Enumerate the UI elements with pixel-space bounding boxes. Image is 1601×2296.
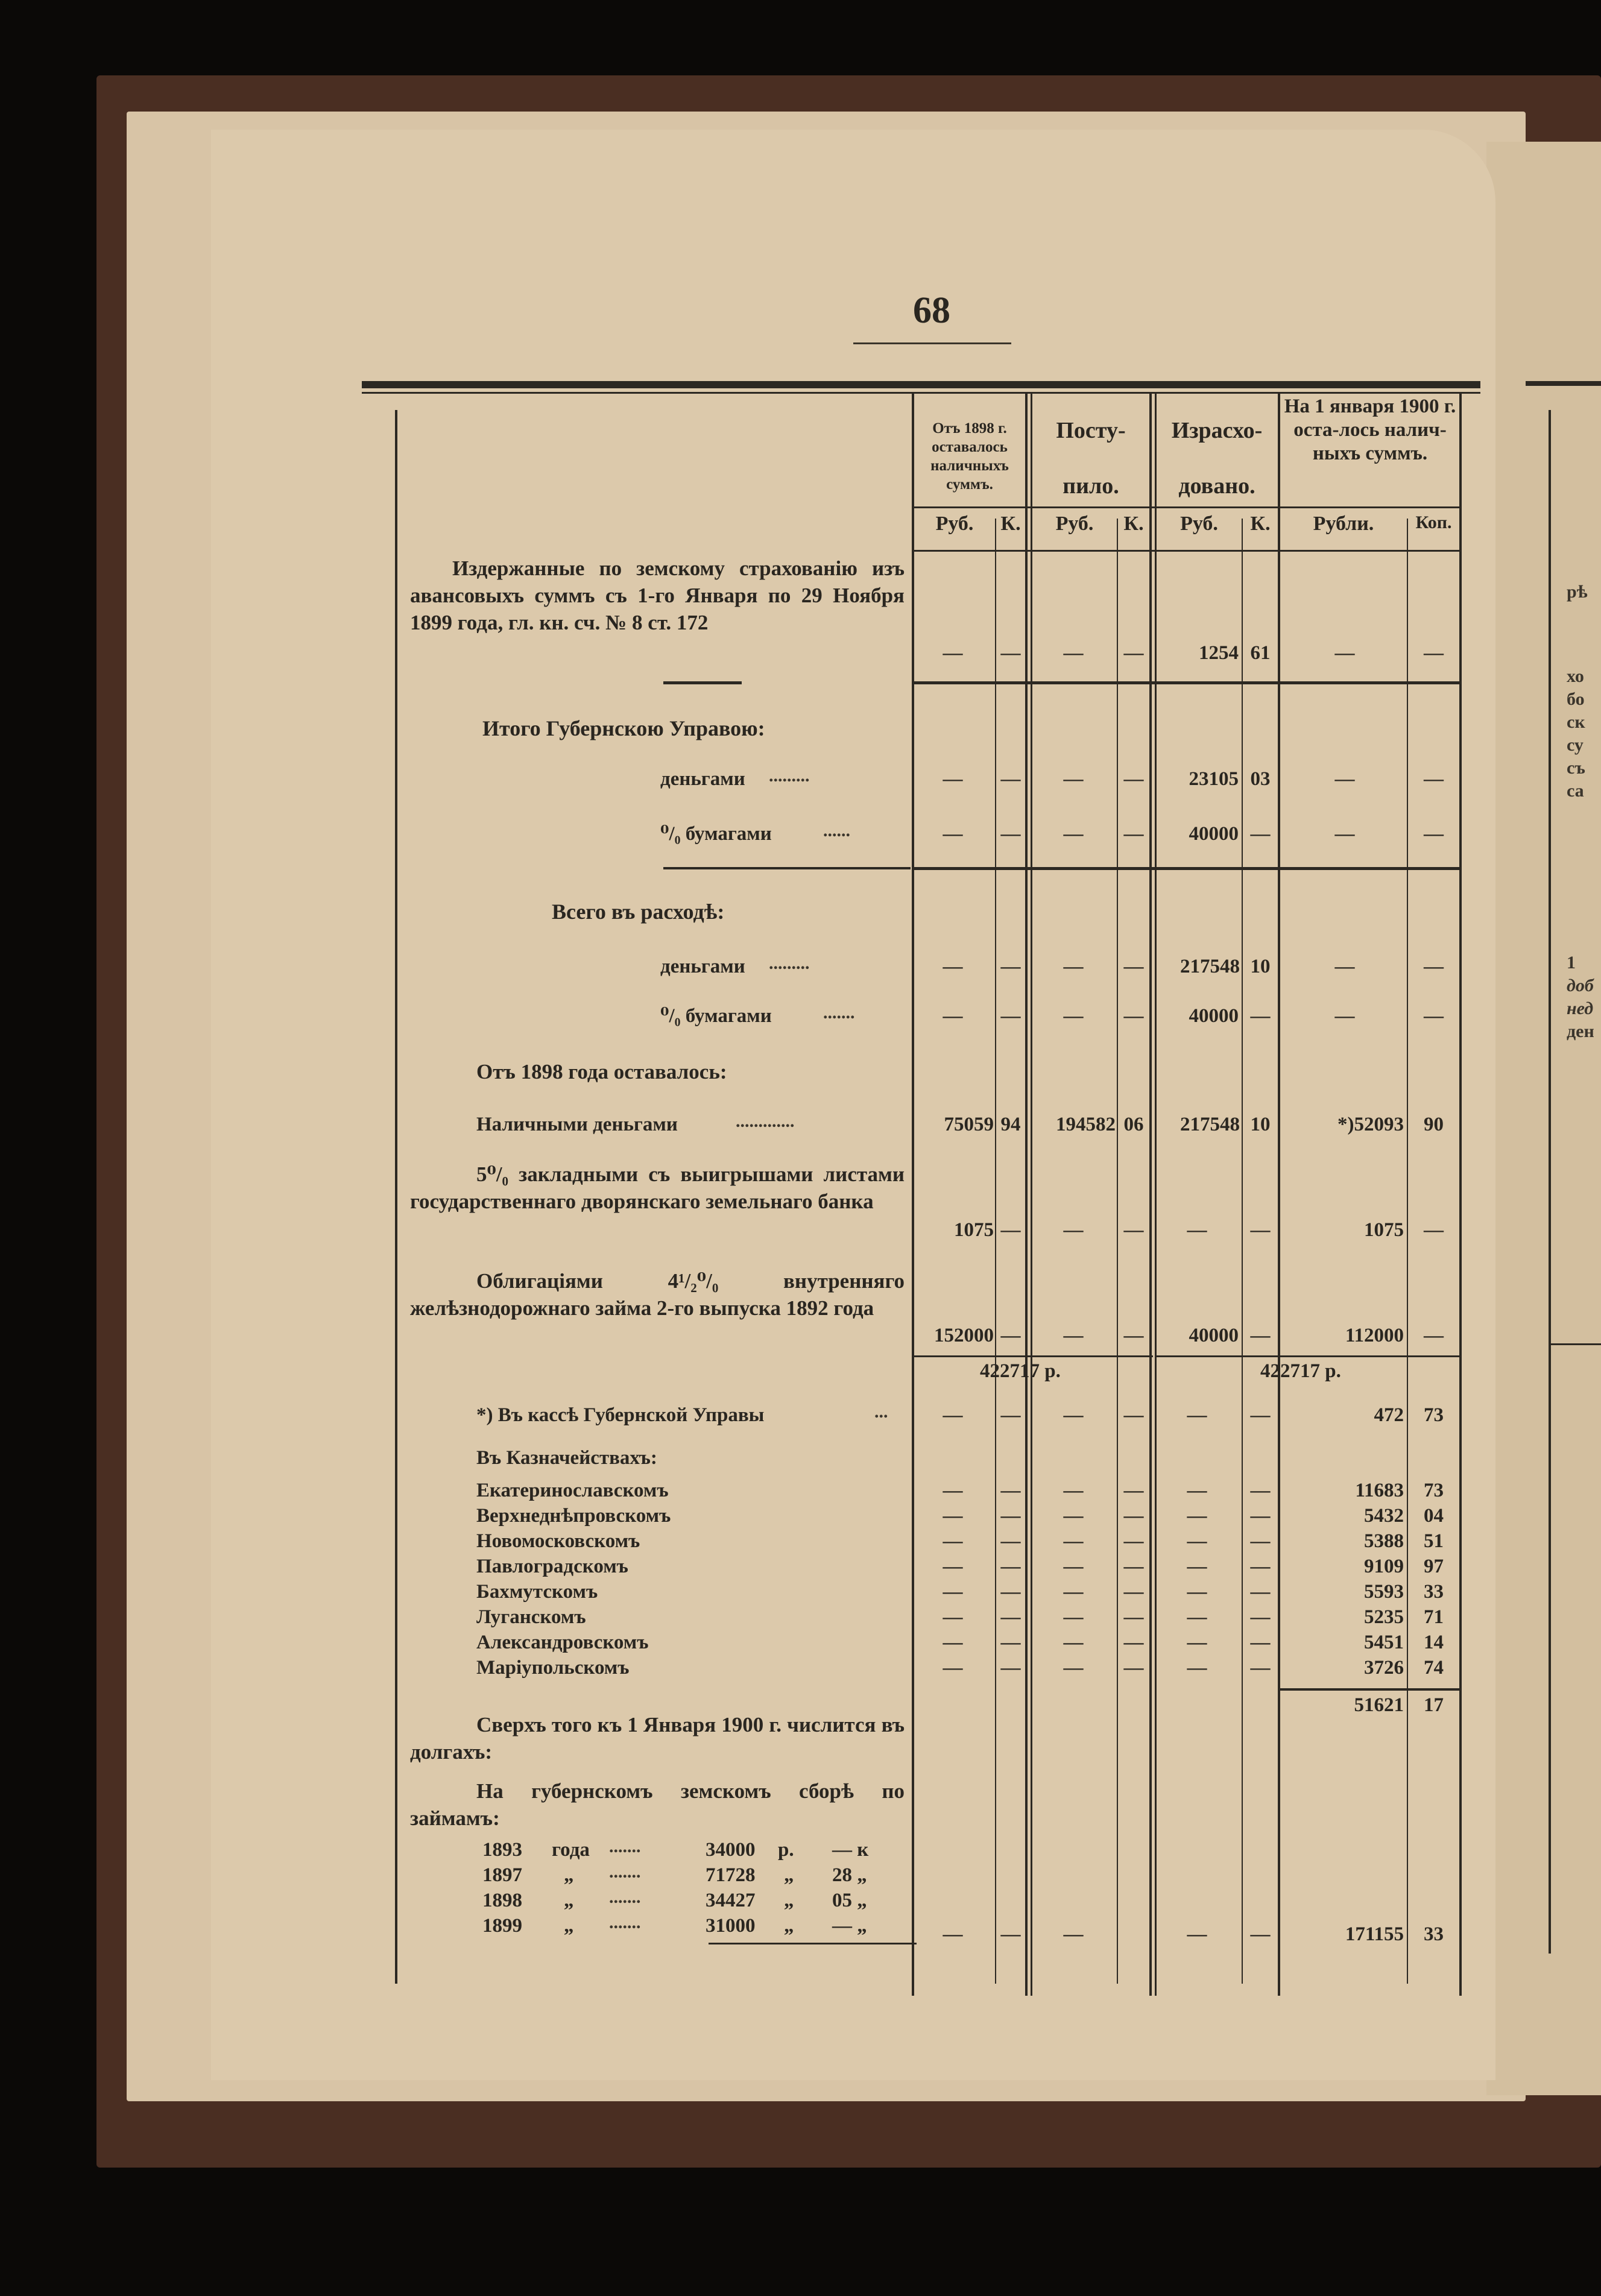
row4-leader: ............. [736,1111,795,1131]
totals-rule-left [912,1355,1153,1357]
col-rule-1 [912,392,914,1996]
facing-top-rule [1526,381,1601,386]
row5-rub1: 1075 [954,1219,994,1241]
row5-dash-4k: — [1424,1219,1444,1241]
debt-dash-1k: — [1000,1923,1021,1945]
right-border [1459,392,1462,1996]
sub-rub-1: Руб. [935,512,974,535]
row1-dash-4: — [1334,642,1355,664]
row6-rub1: 152000 [934,1325,994,1346]
row6-description: Облигаціями 4¹/₂⁰/₀ внутренняго желѣзнодорожнаго займа 2-го выпуска 1892 года [410,1269,905,1320]
debt-dash-3k: — [1250,1923,1271,1945]
row2-dash-4p: — [1334,823,1355,845]
row5-dash-2k: — [1123,1219,1144,1241]
row3-paper-label: ⁰/₀ бумагами [660,1005,772,1027]
row3-dash-1kp: — [1000,1005,1021,1027]
row2-dash-3kp: — [1250,823,1271,845]
row1-description: Издержанные по земскому страхованію изъ авансовыхъ суммъ съ 1-го Января по 29 Ноября 1899 года, гл. кн. сч. № 8 ст. 172 [410,557,905,634]
row4-k1: 94 [1000,1114,1021,1135]
debt-dash-3: — [1187,1923,1207,1945]
row5-description: 5⁰/₀ закладными съ выигрышами листами государственнаго дворянскаго земельнаго банка [410,1162,905,1213]
row7-dash-2: — [1063,1404,1084,1426]
row7-rub4: 472 [1374,1404,1404,1426]
row2-dash-2p: — [1063,823,1084,845]
row2-rub3-paper: 40000 [1189,823,1239,845]
loan-sum-rule [709,1943,917,1944]
page-number-rule [853,342,1011,344]
row1-rub3: 1254 [1199,642,1239,664]
row3-dash-2k: — [1123,956,1144,977]
row7-leader: ... [874,1402,888,1422]
row7-dash-2k: — [1123,1404,1144,1426]
treasuries-heading: Въ Казначействахъ: [476,1447,657,1469]
row3-heading: Всего въ расходѣ: [552,900,725,924]
sub-k-3: К. [1250,512,1271,535]
debt-total-rub: 171155 [1345,1923,1404,1945]
treasury-total-rub: 51621 [1354,1694,1404,1716]
debts-text: Сверхъ того къ 1 Января 1900 г. числится въ долгахъ: [410,1713,905,1764]
header-rule [912,506,1460,508]
col-rule-2k [1117,519,1118,1984]
row5-rub4: 1075 [1364,1219,1404,1241]
col4-header: На 1 января 1900 г. оста-лось налич-ныхъ суммъ. [1284,396,1456,464]
row3-dash-4p: — [1334,1005,1355,1027]
total-left: 422717 р. [980,1360,1061,1382]
row2-rub3-money: 23105 [1189,768,1239,790]
row5-dash-2: — [1063,1219,1084,1241]
sub-k-1: К. [1000,512,1021,535]
row6-dash-2: — [1063,1325,1084,1346]
col-rule-4k [1407,519,1408,1984]
sub-rub-3: Руб. [1180,512,1218,535]
row2-dash-1kp: — [1000,823,1021,845]
row4-rub2: 194582 [1056,1114,1116,1135]
row7-dash-3k: — [1250,1404,1271,1426]
col-rule-3a [1155,392,1157,1996]
col3-header: Израсхо-довано. [1171,418,1263,499]
col1-header: Отъ 1898 г. оставалось наличныхъ суммъ. [930,420,1009,493]
row5-dash-1k: — [1000,1219,1021,1241]
row6-rub4: 112000 [1345,1325,1404,1346]
totals-rule-right [1157,1355,1460,1357]
row1-k3: 61 [1250,642,1271,664]
row4-rub3: 217548 [1180,1114,1240,1135]
treasury-total-k: 17 [1424,1694,1444,1716]
treasury-total-rule [1280,1688,1459,1691]
row1-dash-1k: — [1000,642,1021,664]
col-rule-2a [1031,392,1032,1996]
row6-dash-4k: — [1424,1325,1444,1346]
row7-dash-3: — [1187,1404,1207,1426]
total-right: 422717 р. [1260,1360,1341,1382]
row2-dash-1p: — [943,823,963,845]
row6-dash-2k: — [1123,1325,1144,1346]
sub-k-2: К. [1123,512,1144,535]
debt-dash-1: — [943,1923,963,1945]
row4-heading: Отъ 1898 года оставалось: [476,1060,727,1083]
row2-dash-4: — [1334,768,1355,790]
debt-total-k: 33 [1424,1923,1444,1945]
row1-dash-2: — [1063,642,1084,664]
row7-label: *) Въ кассѣ Губернской Управы [476,1404,765,1426]
row3-paper-leader: ....... [823,1003,855,1023]
row1-dash-1: — [943,642,963,664]
row3-dash-2kp: — [1123,1005,1144,1027]
row5-dash-3: — [1187,1219,1207,1241]
row3-dash-4k: — [1424,956,1444,977]
row4-k4: 90 [1424,1114,1444,1135]
row2-dash-2kp: — [1123,823,1144,845]
row3-rub3-money: 217548 [1180,956,1240,977]
row2-dash-1k: — [1000,768,1021,790]
left-border [395,410,397,1984]
row2-paper-leader: ...... [823,821,850,840]
row3-rub3-paper: 40000 [1189,1005,1239,1027]
row1-rule-table [912,681,1460,684]
row3-dash-1k: — [1000,956,1021,977]
row3-dash-4kp: — [1424,1005,1444,1027]
row1-dash-2k: — [1123,642,1144,664]
col-rule-3 [1149,392,1152,1996]
row2-dash-4kp: — [1424,823,1444,845]
row2-dash-1: — [943,768,963,790]
debt-dash-2: — [1063,1923,1084,1945]
row4-k2: 06 [1123,1114,1144,1135]
col-rule-2 [1025,392,1028,1996]
top-rule [362,381,1480,388]
row3-k3-money: 10 [1250,956,1271,977]
row2-money-label: деньгами [660,768,745,790]
row2-k3-money: 03 [1250,768,1271,790]
row1-rule-left [663,681,742,684]
row2-paper-label: ⁰/₀ бумагами [660,823,772,845]
row2-dash-4k: — [1424,768,1444,790]
row3-dash-2: — [1063,956,1084,977]
row6-dash-1k: — [1000,1325,1021,1346]
row4-rub1: 75059 [944,1114,994,1135]
row7-dash-1: — [943,1404,963,1426]
col-rule-3k [1242,519,1243,1984]
row3-dash-1: — [943,956,963,977]
page-number: 68 [913,290,950,331]
row6-rub3: 40000 [1189,1325,1239,1346]
row3-money-leader: ......... [769,953,810,973]
row5-dash-3k: — [1250,1219,1271,1241]
row7-k4: 73 [1424,1404,1444,1426]
row2-money-leader: ......... [769,766,810,786]
row3-dash-1p: — [943,1005,963,1027]
facing-mid-rule [1551,1343,1601,1345]
row6-dash-3k: — [1250,1325,1271,1346]
row3-dash-3kp: — [1250,1005,1271,1027]
sub-rubli-4: Рубли. [1313,512,1374,535]
row3-money-label: деньгами [660,956,745,977]
subheader-rule [912,550,1460,552]
row7-dash-1k: — [1000,1404,1021,1426]
row4-rub4: *)52093 [1337,1114,1404,1135]
row2-heading: Итого Губернскою Управою: [482,716,765,740]
row2-rule-table [912,867,1460,870]
row2-dash-2: — [1063,768,1084,790]
facing-border [1549,410,1551,1954]
top-rule-thin [362,392,1480,394]
row4-k3: 10 [1250,1114,1271,1135]
loans-text: На губернскомъ земскомъ сборѣ по займамъ: [410,1779,905,1830]
row3-dash-2p: — [1063,1005,1084,1027]
facing-page [1486,142,1601,2095]
sub-rub-2: Руб. [1055,512,1094,535]
row4-label: Наличными деньгами [476,1114,678,1135]
col2-header: Посту-пило. [1056,418,1126,499]
col-rule-1k [995,519,996,1984]
sub-kop-4: Коп. [1415,512,1452,532]
row2-rule-left [663,867,911,869]
row1-dash-4k: — [1424,642,1444,664]
row3-dash-4: — [1334,956,1355,977]
row2-dash-2k: — [1123,768,1144,790]
col-rule-4 [1278,392,1280,1996]
